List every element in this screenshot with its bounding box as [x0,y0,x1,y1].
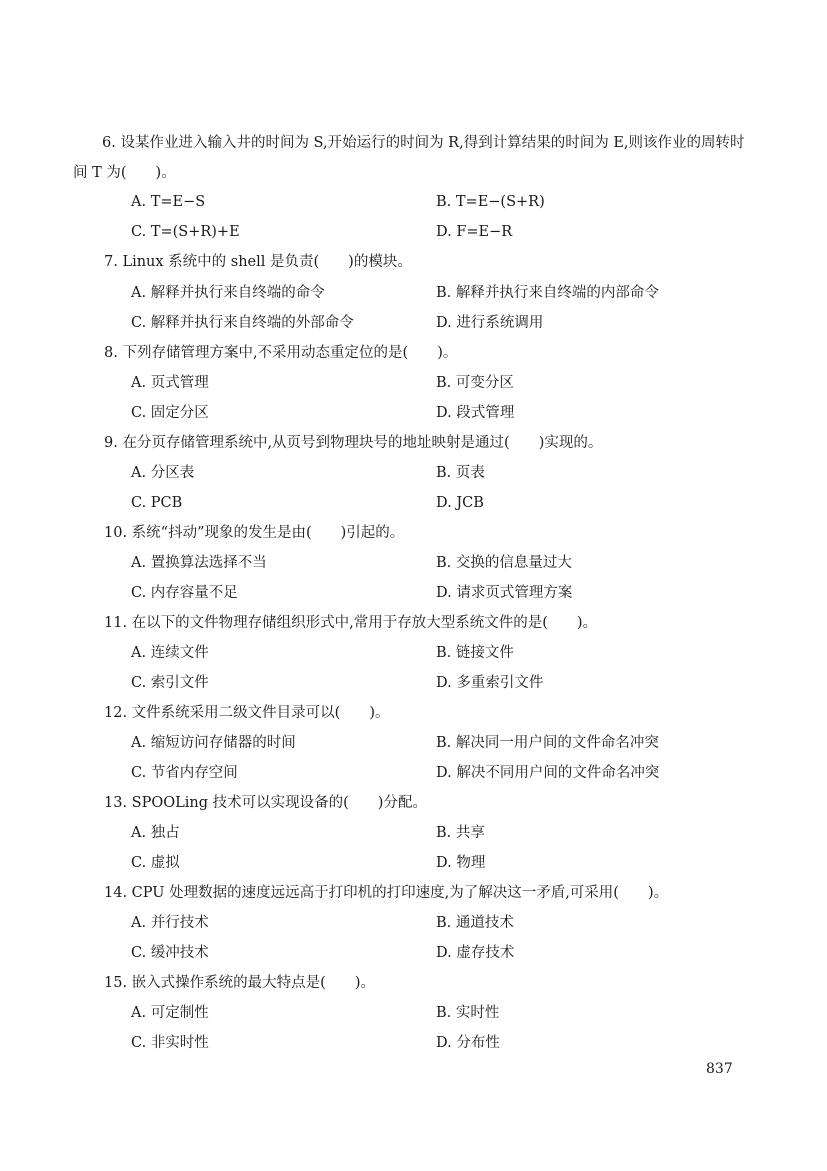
option-a: A. 独占 [131,825,180,841]
option-c: C. 内存容量不足 [131,585,238,601]
option-d: D. 物理 [436,855,486,871]
option-c: C. 固定分区 [131,405,209,421]
option-b: B. 页表 [436,465,485,481]
question-stem: 12. 文件系统采用二级文件目录可以( )。 [104,705,390,721]
option-a: A. 连续文件 [131,645,209,661]
option-c: C. T=(S+R)+E [131,224,240,240]
question-stem: 13. SPOOLing 技术可以实现设备的( )分配。 [104,795,427,811]
option-a: A. 缩短访问存储器的时间 [131,735,296,751]
question-stem: 9. 在分页存储管理系统中,从页号到物理块号的地址映射是通过( )实现的。 [104,435,603,451]
option-d: D. 段式管理 [436,405,515,421]
option-c: C. 解释并执行来自终端的外部命令 [131,315,354,331]
question-stem: 11. 在以下的文件物理存储组织形式中,常用于存放大型系统文件的是( )。 [104,615,598,631]
question-stem: 15. 嵌入式操作系统的最大特点是( )。 [104,975,375,991]
option-a: A. 解释并执行来自终端的命令 [131,285,325,301]
option-b: B. 解释并执行来自终端的内部命令 [436,285,659,301]
option-c: C. 非实时性 [131,1035,209,1051]
option-b: B. T=E−(S+R) [436,194,545,210]
option-a: A. 分区表 [131,465,195,481]
option-c: C. PCB [131,495,183,511]
option-d: D. 多重索引文件 [436,675,544,691]
option-a: A. T=E−S [131,194,206,210]
option-c: C. 节省内存空间 [131,765,238,781]
page-number: 837 [706,1061,733,1077]
option-a: A. 置换算法选择不当 [131,555,267,571]
question-stem: 14. CPU 处理数据的速度远远高于打印机的打印速度,为了解决这一矛盾,可采用( )。 [104,885,669,901]
option-b: B. 链接文件 [436,645,514,661]
option-c: C. 索引文件 [131,675,209,691]
option-d: D. 虚存技术 [436,945,515,961]
option-a: A. 可定制性 [131,1005,209,1021]
option-d: D. 分布性 [436,1035,500,1051]
option-c: C. 缓冲技术 [131,945,209,961]
option-d: D. F=E−R [436,224,513,240]
option-b: B. 交换的信息量过大 [436,555,572,571]
option-c: C. 虚拟 [131,855,180,871]
option-a: A. 页式管理 [131,375,209,391]
option-b: B. 通道技术 [436,915,514,931]
option-b: B. 实时性 [436,1005,500,1021]
question-stem: 8. 下列存储管理方案中,不采用动态重定位的是( )。 [104,345,458,361]
option-d: D. 请求页式管理方案 [436,585,573,601]
question-stem: 10. 系统“抖动”现象的发生是由( )引起的。 [104,525,405,541]
option-d: D. JCB [436,495,484,511]
option-b: B. 可变分区 [436,375,514,391]
question-stem: 6. 设某作业进入输入井的时间为 S,开始运行的时间为 R,得到计算结果的时间为 E,则该作业的周转时间 T 为( )。 [73,135,745,181]
option-d: D. 进行系统调用 [436,315,544,331]
question-stem: 7. Linux 系统中的 shell 是负责( )的模块。 [104,254,412,270]
option-a: A. 并行技术 [131,915,209,931]
option-b: B. 共享 [436,825,485,841]
option-b: B. 解决同一用户间的文件命名冲突 [436,735,659,751]
option-d: D. 解决不同用户间的文件命名冲突 [436,765,660,781]
